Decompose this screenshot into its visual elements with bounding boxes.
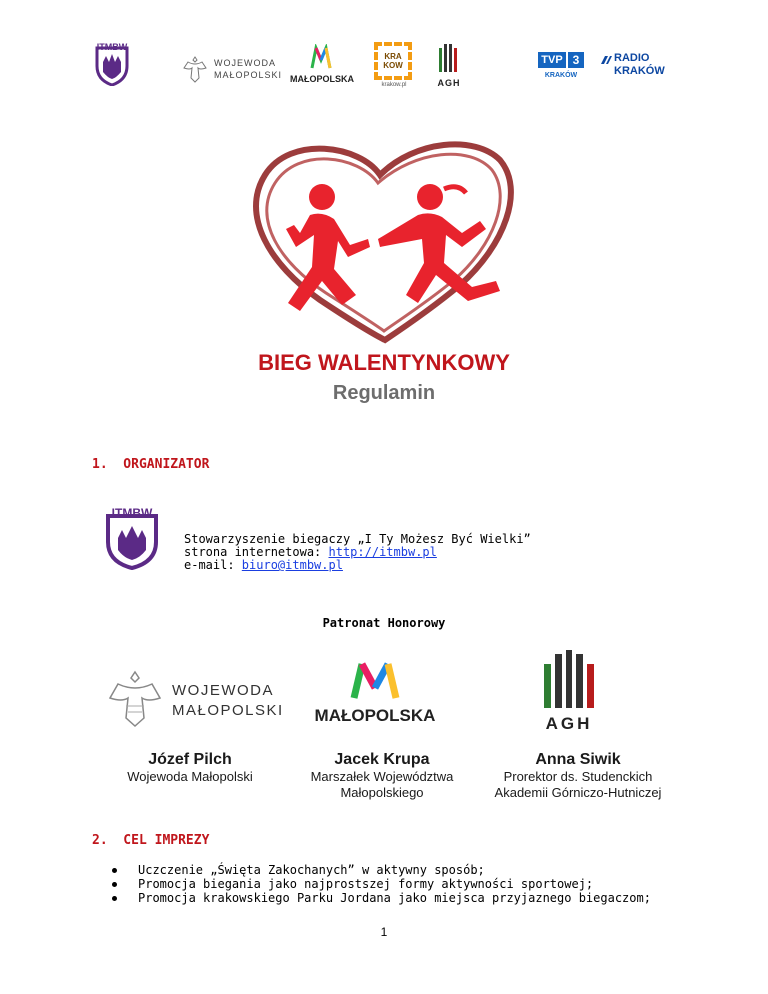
list-item (112, 863, 712, 877)
hero-logo (230, 135, 540, 345)
org-logo (104, 504, 160, 570)
page-number: 1 (380, 925, 388, 939)
radio-mark-icon (600, 54, 612, 66)
patronage-title: Patronat Honorowy (322, 616, 446, 630)
email-link[interactable]: biuro@itmbw.pl (241, 558, 343, 572)
agh-emblem-icon (540, 650, 598, 710)
krakow-logo (372, 42, 416, 90)
radio-krakow-logo (600, 52, 666, 88)
patron-logo-wojewoda (108, 668, 284, 732)
patron-role-3b: Akademii Górniczo-Hutniczej (494, 785, 662, 800)
patron-logo-agh-text: AGH (545, 714, 593, 733)
malopolska-text: MAŁOPOLSKA (290, 74, 354, 84)
tvp-city: KRAKÓW (544, 72, 578, 79)
patron-logo-malopolska-text: MAŁOPOLSKA (314, 706, 436, 725)
org-logo-text: ITMBW (111, 506, 153, 520)
agh-emblem-icon (437, 42, 461, 74)
patron-name-1: Józef Pilch (148, 751, 232, 768)
radio-line1: RADIO (614, 52, 650, 64)
heart-runners-icon (230, 135, 540, 345)
hero-title: BIEG WALENTYNKOWY (258, 350, 510, 375)
tvp-text: TVP (538, 52, 566, 68)
goal-text-1: Uczczenie „Święta Zakochanych” w aktywny sposób; (138, 863, 485, 877)
section-heading-organizator: 1. ORGANIZATOR (92, 457, 210, 472)
radio-line2: KRAKÓW (614, 65, 665, 77)
list-item (112, 877, 712, 891)
malopolska-m-icon (310, 44, 332, 70)
goals-list (112, 863, 712, 905)
itmbw-logo-text: ITMBW (96, 42, 128, 52)
patron-logo-wojewoda-line2: MAŁOPOLSKI (172, 702, 284, 719)
eagle-icon (108, 668, 162, 730)
malopolska-m-icon (348, 658, 402, 702)
sponsor-strip (0, 40, 768, 100)
wojewoda-line1: WOJEWODA (214, 58, 276, 68)
org-name: Stowarzyszenie biegaczy „I Ty Możesz Być Wielki” (184, 532, 531, 546)
goal-text-2: Promocja biegania jako najprostszej formy aktywności sportowej; (138, 877, 594, 891)
patron-name-2: Jacek Krupa (334, 751, 430, 768)
itmbw-logo (94, 40, 130, 86)
website-link[interactable]: http://itmbw.pl (328, 545, 437, 559)
krakow-text: KRA KOW (383, 52, 403, 70)
patron-role-3a: Prorektor ds. Studenckich (503, 769, 653, 784)
email-label: e-mail: (184, 558, 242, 572)
patron-role-1: Wojewoda Małopolski (127, 769, 253, 784)
patron-logo-agh (536, 650, 602, 734)
patron-name-3: Anna Siwik (535, 751, 621, 768)
agh-logo-small (434, 42, 464, 90)
krakow-url: krakow.pl (381, 82, 407, 88)
patron-logo-malopolska (300, 658, 450, 728)
patron-role-2b: Małopolskiego (340, 785, 424, 800)
org-email (184, 558, 343, 572)
agh-small-text: AGH (437, 78, 461, 88)
goal-text-3: Promocja krakowskiego Parku Jordana jako miejsca przyjaznego biegaczom; (138, 891, 651, 905)
org-website (184, 545, 437, 559)
malopolska-logo (284, 44, 360, 88)
section-heading-cel-imprezy: 2. CEL IMPREZY (92, 833, 210, 848)
tvp-number: 3 (568, 52, 584, 68)
tvp3-logo (536, 52, 586, 88)
patron-logo-wojewoda-line1: WOJEWODA (172, 682, 274, 699)
bullet-icon (112, 896, 117, 901)
bullet-icon (112, 882, 117, 887)
bullet-icon (112, 868, 117, 873)
hero-subtitle: Regulamin (332, 382, 436, 404)
website-label: strona internetowa: (184, 545, 329, 559)
wojewoda-line2: MAŁOPOLSKI (214, 70, 283, 80)
list-item (112, 891, 712, 905)
eagle-icon (182, 54, 208, 84)
wojewoda-logo (182, 54, 283, 88)
patron-role-2a: Marszałek Województwa (310, 769, 454, 784)
